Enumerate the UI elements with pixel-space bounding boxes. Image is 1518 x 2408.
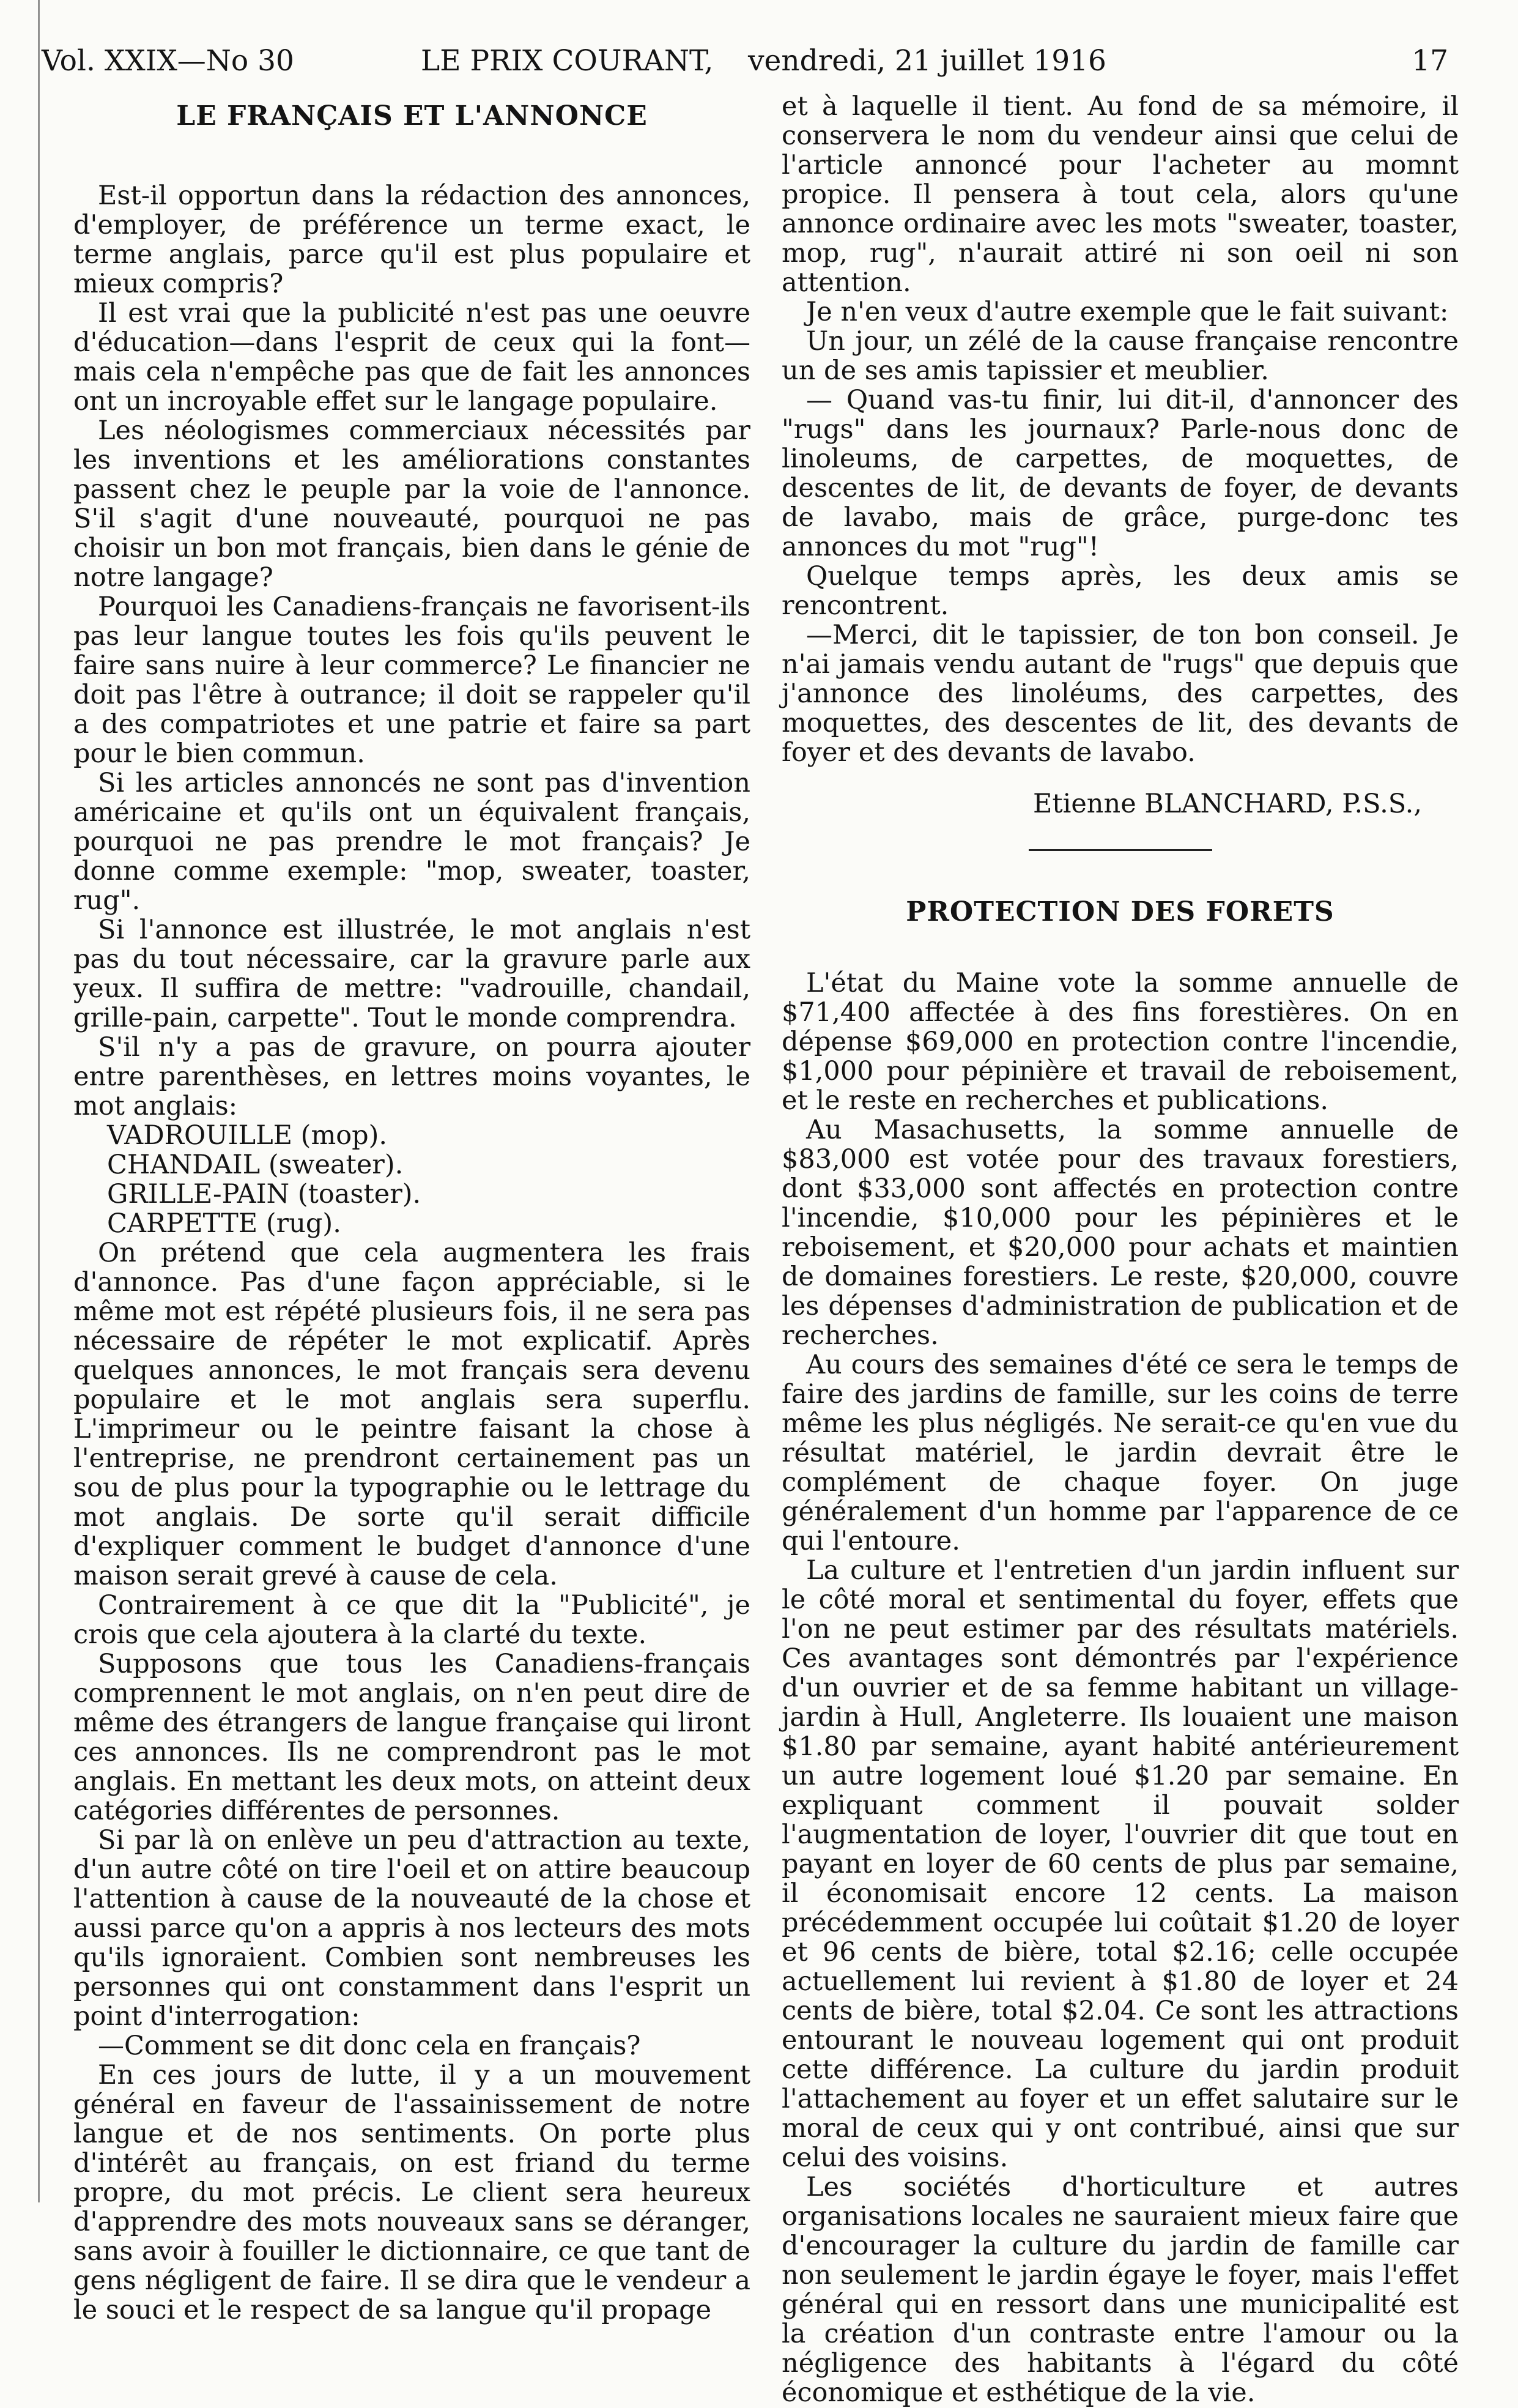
paragraph: Les néologismes commerciaux nécessités par les inventions et les améliorations constantes passent chez le peuple par la voie de l'annonce. S'il s'agit d'une nouveauté, pourquoi ne pas choisir un bon mot français, bien dans le génie de notre langage? xyxy=(73,415,750,593)
paragraph-continued: et à laquelle il tient. Au fond de sa mémoire, il conservera le nom du vendeur ainsi que celui de l'article annoncé pour l'acheter au momnt propice. Il pensera à tout cela, alors qu'une annonce ordinaire avec les mots "sweater, toaster, mop, rug", n'aurait attiré ni son oeil ni son attention. xyxy=(782,91,1459,298)
paragraph: Si l'annonce est illustrée, le mot anglais n'est pas du tout nécessaire, car la gravure parle aux yeux. Il suffira de mettre: "vadrouille, chandail, grille-pain, carpette". Tout le monde comprendra. xyxy=(73,915,750,1033)
paragraph: Est-il opportun dans la rédaction des annonces, d'employer, de préférence un terme exact, le terme anglais, parce qu'il est plus populaire et mieux compris? xyxy=(73,180,750,299)
word-list-item: VADROUILLE (mop). xyxy=(107,1120,388,1151)
left-column xyxy=(73,92,750,2325)
paragraph: Je n'en veux d'autre exemple que le fait suivant: xyxy=(806,297,1449,327)
paragraph: — Quand vas-tu finir, lui dit-il, d'annoncer des "rugs" dans les journaux? Parle-nous donc de linoleums, de carpettes, de moquettes, de descentes de lit, de devants de foyer, de devants de lavabo, mais de grâce, purge-donc tes annonces du mot "rug"! xyxy=(782,385,1459,562)
word-list-item: GRILLE-PAIN (toaster). xyxy=(107,1179,421,1210)
paragraph: L'état du Maine vote la somme annuelle de $71,400 affectée à des fins forestières. On en dépense $69,000 en protection contre l'incendie, $1,000 pour pépinière et travail de reboisement, et le reste en recherches et publications. xyxy=(782,968,1459,1116)
article-title-protection-forets: PROTECTION DES FORETS xyxy=(906,896,1335,927)
volume-number: Vol. XXIX—No 30 xyxy=(42,44,294,78)
paragraph: Les sociétés d'horticulture et autres organisations locales ne sauraient mieux faire que d'encourager la culture du jardin de famille car non seulement le jardin égaye le foyer, mais l'effet général qui en ressort dans une municipalité est la création d'un contraste entre l'amour ou la négligence des habitants à l'égard du côté économique et esthétique de la vie. xyxy=(782,2172,1459,2408)
paragraph: Au cours des semaines d'été ce sera le temps de faire des jardins de famille, sur les coins de terre même les plus négligés. Ne serait-ce qu'en vue du résultat matériel, le jardin devrait être le complément de chaque foyer. On juge généralement d'un homme par l'apparence de ce qui l'entoure. xyxy=(782,1350,1459,1556)
paragraph: Un jour, un zélé de la cause française rencontre un de ses amis tapissier et meublier. xyxy=(782,326,1459,386)
paragraph: On prétend que cela augmentera les frais d'annonce. Pas d'une façon appréciable, si le même mot est répété plusieurs fois, il ne sera pas nécessaire de répéter le mot explicatif. Après quelques annonces, le mot français sera devenu populaire et le mot anglais sera superflu. L'imprimeur ou le peintre faisant la chose à l'entreprise, ne prendront certainement pas un sou de plus pour la typographie ou le lettrage du mot anglais. De sorte qu'il serait difficile d'expliquer comment le budget d'annonce d'une maison serait grevé à cause de cela. xyxy=(73,1238,750,1591)
word-list-item: CARPETTE (rug). xyxy=(107,1208,341,1239)
issue-date: vendredi, 21 juillet 1916 xyxy=(748,44,1106,78)
running-header xyxy=(42,37,1448,86)
paragraph: Au Masachusetts, la somme annuelle de $83,000 est votée pour des travaux forestiers, dont $33,000 sont affectés en protection contre l'incendie, $10,000 pour les pépinières et le reboisement, et $20,000 pour achats et maintien de domaines forestiers. Le reste, $20,000, couvre les dépenses d'administration de publication et de recherches. xyxy=(782,1115,1459,1351)
paragraph: Contrairement à ce que dit la "Publicité", je crois que cela ajoutera à la clarté du texte. xyxy=(73,1590,750,1650)
paragraph: Si les articles annoncés ne sont pas d'invention américaine et qu'ils ont un équivalent français, pourquoi ne pas prendre le mot français? Je donne comme exemple: "mop, sweater, toaster, rug". xyxy=(73,768,750,916)
scan-edge xyxy=(38,0,40,2202)
paragraph: La culture et l'entretien d'un jardin influent sur le côté moral et sentimental du foyer, effets que l'on ne peut estimer par des résultats matériels. Ces avantages sont démontrés par l'expérience d'un ouvrier et de sa femme habitant un village-jardin à Hull, Angleterre. Ils louaient une maison $1.80 par semaine, ayant habité antérieurement un autre logement loué $1.20 par semaine. En expliquant comment il pouvait solder l'augmentation de loyer, l'ouvrier dit que tout en payant en loyer de 60 cents de plus par semaine, il économisait encore 12 cents. La maison précédemment occupée lui coûtait $1.20 de loyer et 96 cents de bière, total $2.16; celle occupée actuellement lui revient à $1.80 de loyer et 24 cents de bière, total $2.04. Ce sont les attractions entourant le nouveau logement qui ont produit cette différence. La culture du jardin produit l'attachement au foyer et un effet salutaire sur le moral de ceux qui y ont contribué, ainsi que sur celui des voisins. xyxy=(782,1555,1459,2173)
paragraph: S'il n'y a pas de gravure, on pourra ajouter entre parenthèses, en lettres moins voyantes, le mot anglais: xyxy=(73,1032,750,1121)
author-signature: Etienne BLANCHARD, P.S.S., xyxy=(1032,789,1422,819)
paragraph: —Merci, dit le tapissier, de ton bon conseil. Je n'ai jamais vendu autant de "rugs" que depuis que j'annonce des linoléums, des carpettes, des moquettes, des descentes de lit, des devants de foyer et des devants de lavabo. xyxy=(782,620,1459,768)
paragraph: Quelque temps après, les deux amis se rencontrent. xyxy=(782,561,1459,621)
paragraph: Si par là on enlève un peu d'attraction au texte, d'un autre côté on tire l'oeil et on attire beaucoup l'attention à cause de la nouveauté de la chose et aussi parce qu'on a appris à nos lecteurs des mots qu'ils ignoraient. Combien sont nembreuses les personnes qui ont constamment dans l'esprit un point d'interrogation: xyxy=(73,1825,750,2032)
paragraph: Supposons que tous les Canadiens-français comprennent le mot anglais, on n'en peut dire de même des étrangers de langue française qui liront ces annonces. Ils ne comprendront pas le mot anglais. En mettant les deux mots, on atteint deux catégories différentes de personnes. xyxy=(73,1649,750,1826)
paragraph: —Comment se dit donc cela en français? xyxy=(98,2031,641,2061)
spacer xyxy=(782,942,1459,968)
article-title-francais-annonce: LE FRANÇAIS ET L'ANNONCE xyxy=(176,100,648,132)
section-divider xyxy=(1029,849,1212,851)
right-column xyxy=(782,92,1459,2407)
paragraph: Il est vrai que la publicité n'est pas une oeuvre d'éducation—dans l'esprit de ceux qui la font—mais cela n'empêche pas que de fait les annonces ont un incroyable effet sur le langage populaire. xyxy=(73,298,750,417)
word-list-item: CHANDAIL (sweater). xyxy=(107,1150,404,1180)
paragraph: En ces jours de lutte, il y a un mouvement général en faveur de l'assainissement de notre langue et de nos sentiments. On porte plus d'intérêt au français, on est friand du terme propre, du mot précis. Le client sera heureux d'apprendre des mots nouveaux sans se déranger, sans avoir à fouiller le dictionnaire, ce que tant de gens négligent de faire. Il se dira que le vendeur a le souci et le respect de sa langue qu'il propage xyxy=(73,2060,750,2325)
page-number: 17 xyxy=(1412,44,1448,78)
publication-title: LE PRIX COURANT, xyxy=(421,44,714,78)
paragraph: Pourquoi les Canadiens-français ne favorisent-ils pas leur langue toutes les fois qu'ils peuvent le faire sans nuire à leur commerce? Le financier ne doit pas l'être à outrance; il doit se rappeler qu'il a des compatriotes et une patrie et faire sa part pour le bien commun. xyxy=(73,592,750,769)
